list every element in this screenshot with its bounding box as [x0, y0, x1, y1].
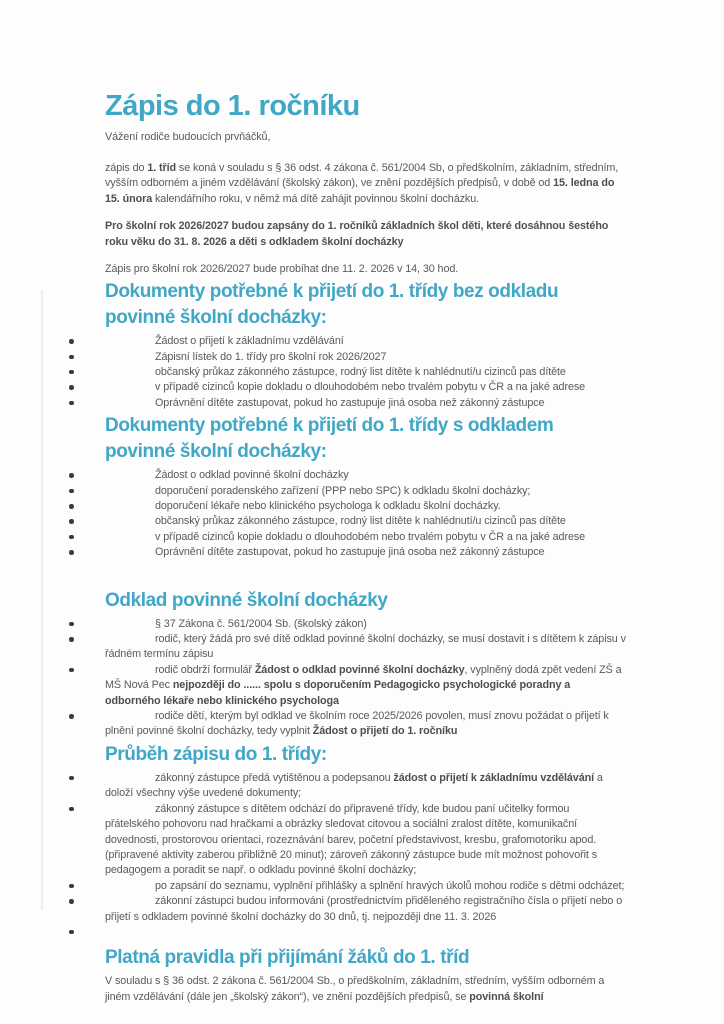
list-item-text: § 37 Zákona č. 561/2004 Sb. (školský zákon): [155, 617, 367, 630]
bullet-icon: [69, 550, 74, 555]
list-item: [105, 802, 626, 879]
list-item: [105, 709, 626, 740]
bullet-icon: [69, 714, 74, 719]
list-item-text: rodič, který žádá pro své dítě odklad povinné školní docházky, se musí dostavit i s dítětem k zápisu v řádném termínu zápisu: [105, 633, 626, 661]
list-item-text: Žádost o odklad povinné školní docházky: [155, 469, 349, 482]
intro-paragraph: [105, 161, 626, 208]
page-title: Zápis do 1. ročníku: [105, 90, 360, 122]
list-item-text: , vyplněný dodá zpět vedení ZŠ a MŠ Nová Pec: [105, 663, 622, 692]
list-item-text: v případě cizinců kopie dokladu o dlouhodobém nebo trvalém pobytu v ČR a na jaké adrese: [155, 381, 586, 394]
bullet-icon: [69, 401, 74, 406]
list-item: [105, 499, 626, 514]
bullet-icon: [69, 473, 74, 478]
scan-artifact-line: [41, 290, 43, 910]
list-item: [105, 350, 626, 365]
heading-rules: Platná pravidla při přijímání žáků do 1. tříd: [105, 946, 470, 968]
documents-with-deferral-list: [105, 468, 626, 560]
bullet-icon: [69, 637, 74, 642]
bullet-icon: [69, 807, 74, 812]
list-item: [105, 663, 626, 709]
bullet-icon: [69, 776, 74, 781]
rules-text: V souladu s § 36 odst. 2 zákona č. 561/2004 Sb., o předškolním, základním, středním, vyšším odborném a jiném vzdělávání (dále jen „školský zákon“), ve znění pozdějších předpisů, se: [105, 974, 605, 1003]
list-item: [105, 617, 626, 632]
list-item-text: zákonní zástupci budou informováni (prostřednictvím přiděleného registračního čísla o přijetí nebo o přijetí s odkladem povinné školní docházky do 30 dnů, tj. nejpozději dne 11. 3. 2026: [105, 895, 623, 923]
process-list: [105, 771, 626, 940]
bullet-icon: [69, 668, 74, 673]
intro-bold-dates: 15. ledna do 15. února: [105, 177, 615, 205]
heading-documents-no-deferral: Dokumenty potřebné k přijetí do 1. třídy bez odkladu povinné školní docházky:: [105, 281, 559, 329]
bullet-icon: [69, 385, 74, 390]
list-item: [105, 632, 626, 663]
salutation-text: Vážení rodiče budoucích prvňáčků,: [105, 131, 271, 143]
list-item: [105, 468, 626, 483]
intro-text: se koná v souladu s § 36 odst. 4 zákona č. 561/2004 Sb, o předškolním, základním, středním, vyšším odborném a jiném vzdělávání (školský zákon), ve znění pozdějších předpisů, v době od: [105, 161, 619, 190]
bullet-icon: [69, 370, 74, 375]
documents-no-deferral-list: [105, 334, 626, 411]
deferral-form-name-bold: Žádost o odklad povinné školní docházky: [254, 663, 465, 676]
eligibility-paragraph: Pro školní rok 2026/2027 budou zapsány do 1. ročníků základních škol děti, které dosáhnou šestého roku věku do 31. 8. 2026 a děti s odkladem školní docházky: [105, 220, 609, 248]
bullet-icon: [69, 504, 74, 509]
list-item: [105, 879, 626, 894]
deferral-list: [105, 617, 626, 740]
list-item-text: doporučení poradenského zařízení (PPP nebo SPC) k odkladu školní docházky;: [155, 484, 531, 497]
rules-paragraph: [105, 974, 626, 1005]
list-item: [105, 530, 626, 545]
bullet-icon: [69, 355, 74, 360]
intro-text: kalendářního roku, v němž má dítě zahájit povinnou školní docházku.: [152, 192, 480, 205]
rules-bold: povinná školní: [469, 990, 544, 1003]
list-item: [105, 545, 626, 560]
list-item-text: a doloží všechny výše uvedené dokumenty;: [105, 771, 603, 800]
list-item: [105, 380, 626, 395]
bullet-icon: [69, 884, 74, 889]
enrollment-date-text: Zápis pro školní rok 2026/2027 bude probíhat dne 11. 2. 2026 v 14, 30 hod.: [105, 262, 459, 275]
bullet-icon: [69, 535, 74, 540]
deferral-deadline-bold: nejpozději do ...... spolu s doporučením Pedagogicko psychologické poradny a odborného lékaře nebo klinického psychologa: [105, 679, 571, 707]
list-item-text: v případě cizinců kopie dokladu o dlouhodobém nebo trvalém pobytu v ČR a na jaké adrese: [155, 530, 586, 543]
bullet-icon: [69, 489, 74, 494]
list-item: [105, 396, 626, 411]
bullet-icon: [69, 519, 74, 524]
list-item-text: Oprávnění dítěte zastupovat, pokud ho zastupuje jiná osoba než zákonný zástupce: [155, 396, 545, 409]
heading-documents-with-deferral: Dokumenty potřebné k přijetí do 1. třídy s odkladem povinné školní docházky:: [105, 415, 554, 463]
list-item: [105, 771, 626, 802]
list-item-text: občanský průkaz zákonného zástupce, rodný list dítěte k nahlédnutí/u cizinců pas dítěte: [155, 365, 566, 378]
intro-bold-grades: 1. tříd: [147, 161, 177, 174]
bullet-icon: [69, 622, 74, 627]
list-item-text: rodič obdrží formulář: [155, 663, 255, 676]
list-item: [105, 514, 626, 529]
list-item-text: rodiče dětí, kterým byl odklad ve školním roce 2025/2026 povolen, musí znovu požádat o přijetí k plnění povinné školní docházky, tedy vyplnit: [105, 710, 609, 738]
list-item-text: Oprávnění dítěte zastupovat, pokud ho zastupuje jiná osoba než zákonný zástupce: [155, 546, 545, 559]
list-item-text: po zapsání do seznamu, vyplnění přihlášky a splnění hravých úkolů mohou rodiče s dětmi odcházet;: [155, 879, 625, 892]
application-form-bold: žádost o přijetí k základnímu vzdělávání: [393, 771, 595, 784]
admission-form-name-bold: Žádost o přijetí do 1. ročníku: [312, 725, 458, 738]
list-item-text: Žádost o přijetí k základnímu vzdělávání: [155, 335, 344, 348]
bullet-icon: [69, 930, 74, 935]
list-item-text: doporučení lékaře nebo klinického psychologa k odkladu školní docházky.: [155, 500, 501, 512]
list-item: [105, 334, 626, 349]
bullet-icon: [69, 339, 74, 344]
list-item: [105, 894, 626, 925]
list-item-text: Zápisní lístek do 1. třídy pro školní rok 2026/2027: [155, 350, 387, 363]
list-item-text: zákonný zástupce předá vytištěnou a podepsanou: [155, 771, 394, 784]
intro-text: zápis do: [105, 161, 148, 174]
list-item-text: občanský průkaz zákonného zástupce, rodný list dítěte k nahlédnutí/u cizinců pas dítěte: [155, 515, 566, 528]
heading-deferral: Odklad povinné školní docházky: [105, 589, 388, 611]
heading-process: Průběh zápisu do 1. třídy:: [105, 743, 327, 765]
list-item: [105, 484, 626, 499]
bullet-icon: [69, 899, 74, 904]
list-item: [105, 365, 626, 380]
list-item-text: zákonný zástupce s dítětem odchází do připravené třídy, kde budou paní učitelky formou přátelského pohovoru nad hračkami a obrázky sledovat citovou a sociální zralost dítěte, komunikační dovednosti, prostorovou orientaci, rozeznávání barev, početní představivost, kresbu, grafomotoriku apod. (připravené aktivity zaberou přibližně 20 minut); zároveň zákonný zástupce bude mít možnost pohovořit s pedagogem a poradit se např. o odkladu povinné školní docházky;: [105, 802, 598, 877]
list-item-empty: [105, 925, 626, 940]
